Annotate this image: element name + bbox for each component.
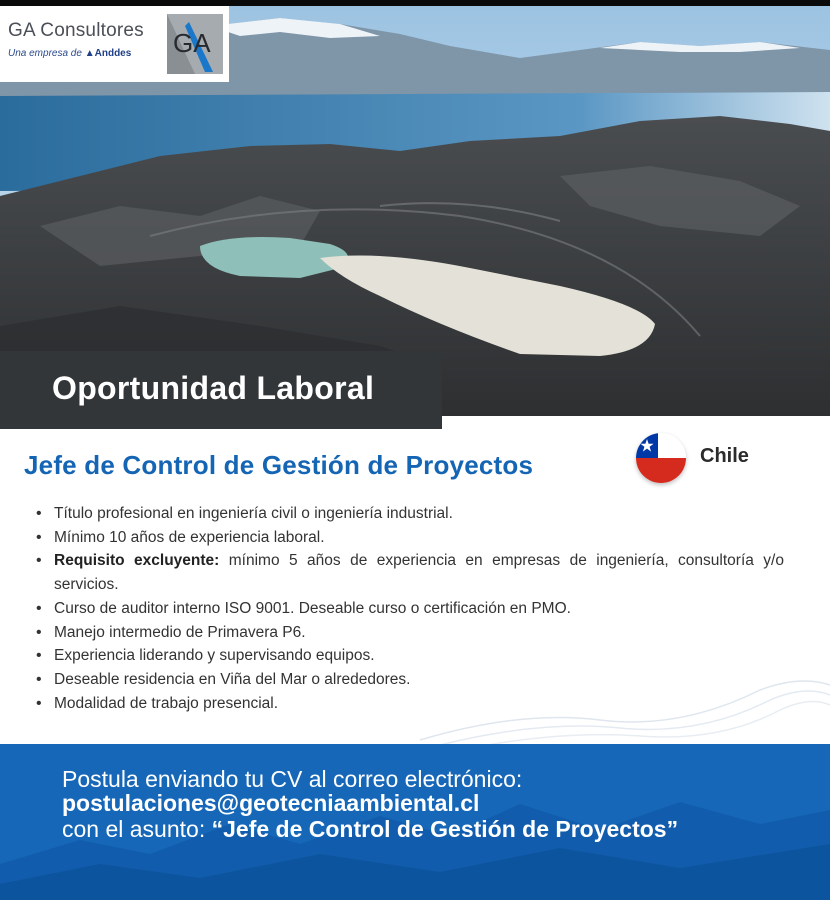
apply-email[interactable]: postulaciones@geotecniaambiental.cl xyxy=(62,790,480,816)
requirement-text: Experiencia liderando y supervisando equipos. xyxy=(54,647,375,665)
requirement-text: Modalidad de trabajo presencial. xyxy=(54,694,279,712)
requirement-text: Deseable residencia en Viña del Mar o alrededores. xyxy=(54,670,411,688)
company-logo xyxy=(0,6,229,82)
logo-tagline-brand-name: Anddes xyxy=(94,48,132,59)
requirement-emphasis: Requisito excluyente: xyxy=(54,552,220,570)
logo-tagline xyxy=(8,48,131,59)
subject-text: “Jefe de Control de Gestión de Proyectos” xyxy=(211,816,679,842)
list-item xyxy=(34,597,784,621)
list-item xyxy=(34,549,784,596)
requirement-text: Manejo intermedio de Primavera P6. xyxy=(54,623,306,641)
list-item xyxy=(34,526,784,550)
list-item xyxy=(34,621,784,645)
apply-footer xyxy=(0,744,830,900)
apply-subject xyxy=(62,816,678,843)
logo-tagline-brand: ▲Anddes xyxy=(84,48,132,59)
logo-mark-text: GA xyxy=(173,28,211,58)
requirement-text: Título profesional en ingeniería civil o ingeniería industrial. xyxy=(54,505,453,522)
subject-prefix: con el asunto: xyxy=(62,816,212,842)
requirement-text: mínimo 5 años de experiencia en empresas de ingeniería, consultoría y/o servicios. xyxy=(54,552,784,594)
chile-flag-icon xyxy=(636,433,686,483)
logo-name: GA Consultores xyxy=(8,20,144,41)
job-title: Jefe de Control de Gestión de Proyectos xyxy=(24,450,534,480)
list-item xyxy=(34,502,784,526)
country-label: Chile xyxy=(700,445,749,467)
decorative-waves xyxy=(0,650,830,750)
requirement-text: Mínimo 10 años de experiencia laboral. xyxy=(54,528,325,546)
logo-tagline-prefix: Una empresa de xyxy=(8,48,82,59)
opportunity-banner xyxy=(0,351,442,429)
banner-title: Oportunidad Laboral xyxy=(52,370,375,406)
apply-instruction: Postula enviando tu CV al correo electrónico: xyxy=(62,766,523,792)
ga-logo-mark xyxy=(167,14,223,74)
requirement-text: Curso de auditor interno ISO 9001. Deseable curso o certificación en PMO. xyxy=(54,599,571,617)
